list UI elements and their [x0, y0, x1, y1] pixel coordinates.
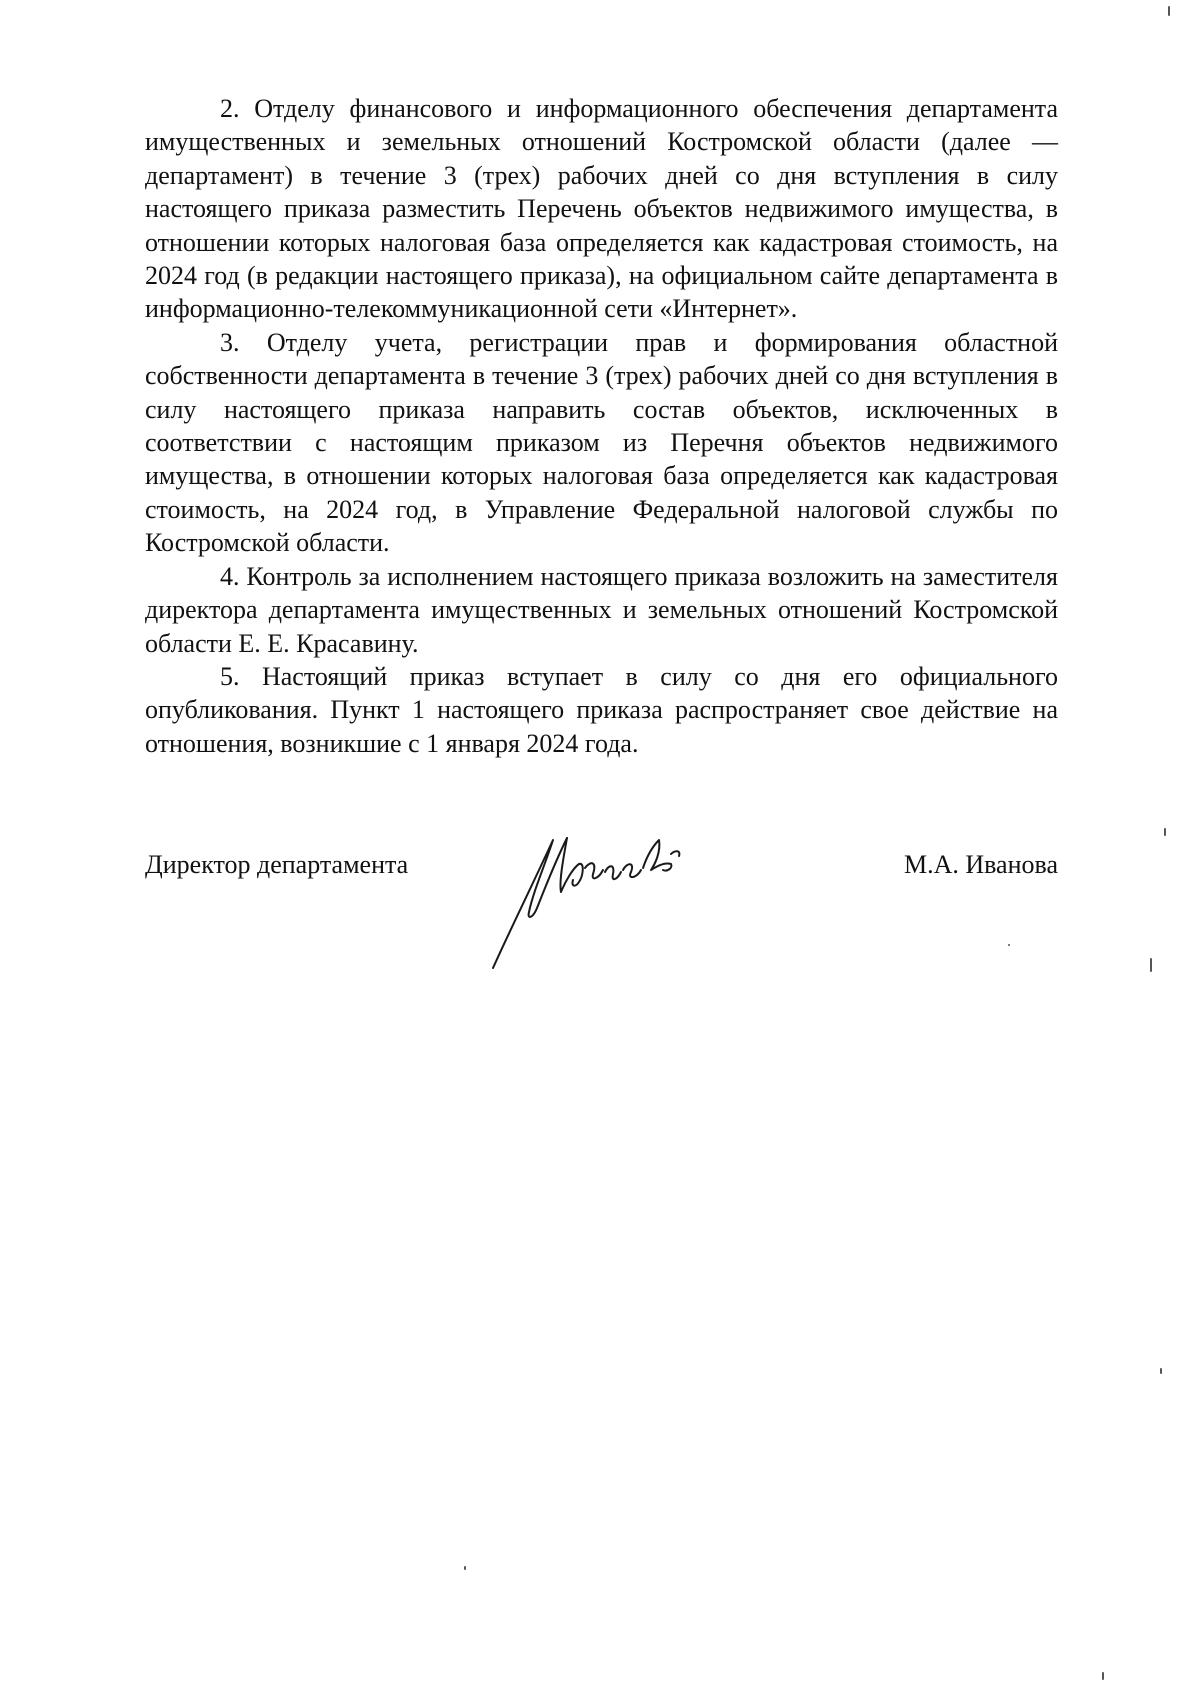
scan-speck: [464, 1566, 466, 1570]
scan-speck: [1008, 944, 1010, 946]
signatory-name: М.А. Иванова: [903, 850, 1058, 879]
document-body: [145, 92, 1058, 760]
scan-speck: [1102, 1672, 1104, 1680]
paragraph-5: 5. Настоящий приказ вступает в силу со дня его официального опубликования. Пункт 1 настоящего приказа распространяет свое действие на отношения, возникшие с 1 января 2024 года.: [145, 661, 1058, 758]
handwritten-signature: [475, 820, 715, 980]
scan-speck: [1160, 1368, 1162, 1374]
paragraph-4: 4. Контроль за исполнением настоящего приказа возложить на заместителя директора департамента имущественных и земельных отношений Костромской области Е. Е. Красавину.: [145, 561, 1058, 658]
paragraph-3: 3. Отделу учета, регистрации прав и формирования областной собственности департамента в течение 3 (трех) рабочих дней со дня вступления в силу настоящего приказа направить состав объектов, исключенных в соответствии с настоящим приказом из Перечня объектов недвижимого имущества, в отношении которых налоговая база определяется как кадастровая стоимость, на 2024 год, в Управление Федеральной налоговой службы по Костромской области.: [145, 327, 1058, 558]
scan-speck: [1168, 6, 1170, 16]
signatory-title: Директор департамента: [145, 850, 409, 879]
scan-speck: [1150, 958, 1152, 972]
paragraph-2: 2. Отделу финансового и информационного обеспечения департамента имущественных и земельных отношений Костромской области (далее — департамент) в течение 3 (трех) рабочих дней со дня вступления в силу настоящего приказа разместить Перечень объектов недвижимого имущества, в отношении которых налоговая база определяется как кадастровая стоимость, на 2024 год (в редакции настоящего приказа), на официальном сайте департамента в информационно-телекоммуникационной сети «Интернет».: [145, 94, 1058, 324]
scan-speck: [1164, 828, 1166, 836]
signature-block: [145, 820, 1058, 980]
